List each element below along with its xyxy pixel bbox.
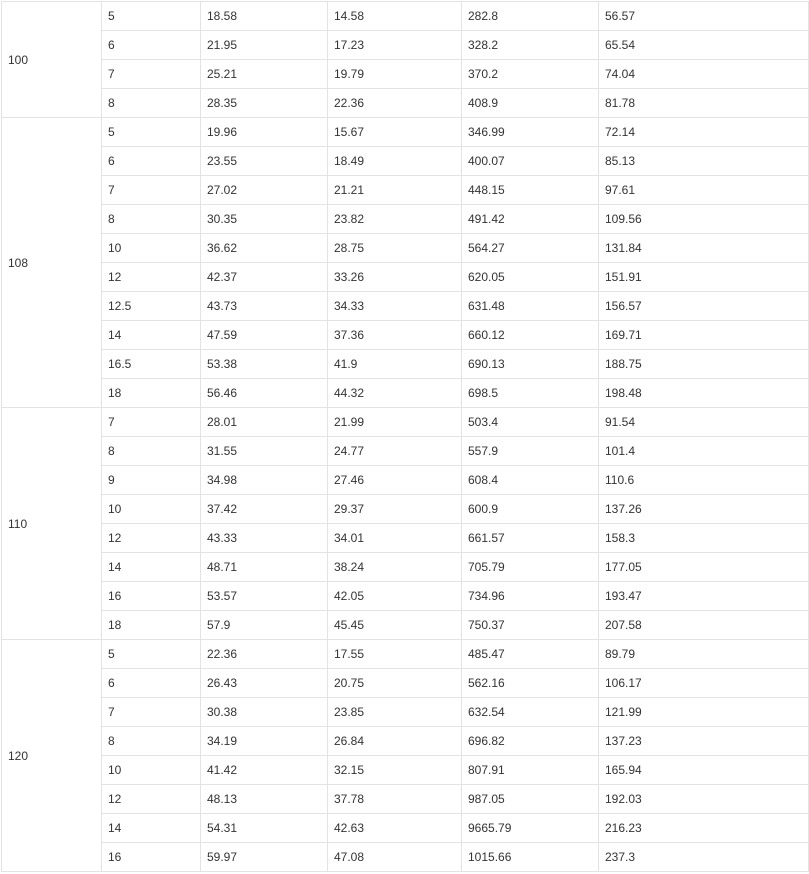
table-cell: 59.97 — [201, 843, 328, 872]
table-cell: 19.96 — [201, 118, 328, 147]
table-cell: 44.32 — [328, 379, 462, 408]
table-cell: 620.05 — [462, 263, 599, 292]
table-body — [2, 2, 809, 872]
table-cell: 91.54 — [599, 408, 809, 437]
table-cell: 9 — [102, 466, 201, 495]
table-cell: 41.42 — [201, 756, 328, 785]
table-cell: 198.48 — [599, 379, 809, 408]
table-cell: 9665.79 — [462, 814, 599, 843]
table-cell: 750.37 — [462, 611, 599, 640]
table-row — [2, 466, 809, 495]
table-cell: 16 — [102, 843, 201, 872]
table-row — [2, 640, 809, 669]
table-cell: 485.47 — [462, 640, 599, 669]
table-cell: 101.4 — [599, 437, 809, 466]
table-cell: 5 — [102, 2, 201, 31]
table-cell: 16.5 — [102, 350, 201, 379]
table-cell: 34.98 — [201, 466, 328, 495]
table-cell: 10 — [102, 756, 201, 785]
table-cell: 21.21 — [328, 176, 462, 205]
table-cell: 37.42 — [201, 495, 328, 524]
table-cell: 26.43 — [201, 669, 328, 698]
table-cell: 16 — [102, 582, 201, 611]
table-cell: 29.37 — [328, 495, 462, 524]
table-row — [2, 756, 809, 785]
table-cell: 22.36 — [328, 89, 462, 118]
table-row — [2, 2, 809, 31]
table-cell: 89.79 — [599, 640, 809, 669]
table-cell: 23.55 — [201, 147, 328, 176]
table-cell: 557.9 — [462, 437, 599, 466]
table-cell: 20.75 — [328, 669, 462, 698]
group-label-cell: 108 — [2, 118, 102, 408]
table-cell: 1015.66 — [462, 843, 599, 872]
table-row — [2, 205, 809, 234]
table-cell: 23.82 — [328, 205, 462, 234]
table-cell: 121.99 — [599, 698, 809, 727]
table-cell: 370.2 — [462, 60, 599, 89]
table-cell: 34.01 — [328, 524, 462, 553]
table-cell: 734.96 — [462, 582, 599, 611]
table-cell: 43.33 — [201, 524, 328, 553]
table-cell: 36.62 — [201, 234, 328, 263]
table-cell: 7 — [102, 698, 201, 727]
table-row — [2, 234, 809, 263]
table-row — [2, 379, 809, 408]
table-cell: 110.6 — [599, 466, 809, 495]
table-cell: 32.15 — [328, 756, 462, 785]
table-cell: 42.37 — [201, 263, 328, 292]
table-cell: 109.56 — [599, 205, 809, 234]
table-cell: 12 — [102, 263, 201, 292]
table-cell: 8 — [102, 89, 201, 118]
table-row — [2, 437, 809, 466]
table-cell: 41.9 — [328, 350, 462, 379]
table-row — [2, 698, 809, 727]
table-row — [2, 31, 809, 60]
table-cell: 8 — [102, 727, 201, 756]
table-cell: 564.27 — [462, 234, 599, 263]
table-row — [2, 785, 809, 814]
table-cell: 14.58 — [328, 2, 462, 31]
table-cell: 193.47 — [599, 582, 809, 611]
table-cell: 8 — [102, 437, 201, 466]
table-cell: 28.01 — [201, 408, 328, 437]
table-cell: 17.23 — [328, 31, 462, 60]
table-cell: 72.14 — [599, 118, 809, 147]
table-cell: 37.78 — [328, 785, 462, 814]
table-cell: 6 — [102, 147, 201, 176]
table-cell: 491.42 — [462, 205, 599, 234]
table-cell: 18.49 — [328, 147, 462, 176]
table-cell: 34.19 — [201, 727, 328, 756]
table-cell: 7 — [102, 60, 201, 89]
data-table — [1, 1, 809, 872]
table-cell: 448.15 — [462, 176, 599, 205]
table-cell: 10 — [102, 234, 201, 263]
table-row — [2, 495, 809, 524]
table-cell: 54.31 — [201, 814, 328, 843]
table-row — [2, 843, 809, 872]
table-cell: 7 — [102, 176, 201, 205]
table-cell: 632.54 — [462, 698, 599, 727]
table-cell: 696.82 — [462, 727, 599, 756]
table-cell: 346.99 — [462, 118, 599, 147]
table-row — [2, 524, 809, 553]
table-cell: 48.71 — [201, 553, 328, 582]
table-cell: 42.63 — [328, 814, 462, 843]
table-cell: 7 — [102, 408, 201, 437]
table-cell: 12.5 — [102, 292, 201, 321]
table-row — [2, 553, 809, 582]
table-cell: 106.17 — [599, 669, 809, 698]
table-cell: 18 — [102, 611, 201, 640]
table-cell: 33.26 — [328, 263, 462, 292]
table-cell: 165.94 — [599, 756, 809, 785]
table-cell: 207.58 — [599, 611, 809, 640]
table-cell: 503.4 — [462, 408, 599, 437]
table-cell: 192.03 — [599, 785, 809, 814]
table-cell: 131.84 — [599, 234, 809, 263]
table-cell: 282.8 — [462, 2, 599, 31]
table-cell: 237.3 — [599, 843, 809, 872]
table-cell: 328.2 — [462, 31, 599, 60]
table-row — [2, 60, 809, 89]
table-row — [2, 814, 809, 843]
table-cell: 12 — [102, 785, 201, 814]
table-cell: 47.59 — [201, 321, 328, 350]
table-row — [2, 350, 809, 379]
table-cell: 151.91 — [599, 263, 809, 292]
table-cell: 8 — [102, 205, 201, 234]
table-cell: 28.35 — [201, 89, 328, 118]
table-cell: 169.71 — [599, 321, 809, 350]
table-cell: 400.07 — [462, 147, 599, 176]
table-cell: 6 — [102, 669, 201, 698]
table-cell: 22.36 — [201, 640, 328, 669]
table-cell: 42.05 — [328, 582, 462, 611]
table-cell: 17.55 — [328, 640, 462, 669]
table-cell: 600.9 — [462, 495, 599, 524]
table-cell: 31.55 — [201, 437, 328, 466]
table-row — [2, 669, 809, 698]
table-row — [2, 727, 809, 756]
table-cell: 562.16 — [462, 669, 599, 698]
table-cell: 177.05 — [599, 553, 809, 582]
table-row — [2, 263, 809, 292]
table-cell: 30.38 — [201, 698, 328, 727]
table-row — [2, 582, 809, 611]
table-cell: 156.57 — [599, 292, 809, 321]
table-cell: 25.21 — [201, 60, 328, 89]
table-cell: 65.54 — [599, 31, 809, 60]
table-cell: 56.57 — [599, 2, 809, 31]
group-label-cell: 120 — [2, 640, 102, 872]
table-row — [2, 292, 809, 321]
table-cell: 5 — [102, 640, 201, 669]
table-cell: 5 — [102, 118, 201, 147]
table-cell: 188.75 — [599, 350, 809, 379]
table-cell: 53.38 — [201, 350, 328, 379]
table-row — [2, 611, 809, 640]
table-cell: 21.99 — [328, 408, 462, 437]
table-cell: 38.24 — [328, 553, 462, 582]
table-cell: 987.05 — [462, 785, 599, 814]
table-cell: 608.4 — [462, 466, 599, 495]
table-cell: 15.67 — [328, 118, 462, 147]
group-label-cell: 110 — [2, 408, 102, 640]
table-cell: 12 — [102, 524, 201, 553]
table-cell: 216.23 — [599, 814, 809, 843]
table-cell: 21.95 — [201, 31, 328, 60]
table-cell: 18 — [102, 379, 201, 408]
table-cell: 53.57 — [201, 582, 328, 611]
table-cell: 137.23 — [599, 727, 809, 756]
group-label-cell: 100 — [2, 2, 102, 118]
table-cell: 37.36 — [328, 321, 462, 350]
table-cell: 97.61 — [599, 176, 809, 205]
table-cell: 45.45 — [328, 611, 462, 640]
table-cell: 48.13 — [201, 785, 328, 814]
table-cell: 705.79 — [462, 553, 599, 582]
table-cell: 14 — [102, 553, 201, 582]
table-cell: 14 — [102, 814, 201, 843]
table-cell: 47.08 — [328, 843, 462, 872]
table-cell: 631.48 — [462, 292, 599, 321]
table-row — [2, 176, 809, 205]
table-cell: 698.5 — [462, 379, 599, 408]
table-cell: 18.58 — [201, 2, 328, 31]
table-cell: 6 — [102, 31, 201, 60]
table-row — [2, 147, 809, 176]
table-cell: 14 — [102, 321, 201, 350]
table-cell: 158.3 — [599, 524, 809, 553]
table-cell: 19.79 — [328, 60, 462, 89]
table-cell: 34.33 — [328, 292, 462, 321]
table-cell: 27.02 — [201, 176, 328, 205]
table-row — [2, 89, 809, 118]
table-cell: 137.26 — [599, 495, 809, 524]
table-row — [2, 118, 809, 147]
table-cell: 81.78 — [599, 89, 809, 118]
table-row — [2, 321, 809, 350]
table-cell: 43.73 — [201, 292, 328, 321]
table-cell: 27.46 — [328, 466, 462, 495]
table-cell: 408.9 — [462, 89, 599, 118]
table-cell: 807.91 — [462, 756, 599, 785]
table-cell: 23.85 — [328, 698, 462, 727]
table-cell: 56.46 — [201, 379, 328, 408]
table-cell: 85.13 — [599, 147, 809, 176]
table-cell: 28.75 — [328, 234, 462, 263]
table-cell: 74.04 — [599, 60, 809, 89]
table-cell: 660.12 — [462, 321, 599, 350]
table-cell: 690.13 — [462, 350, 599, 379]
table-cell: 26.84 — [328, 727, 462, 756]
table-cell: 24.77 — [328, 437, 462, 466]
table-cell: 661.57 — [462, 524, 599, 553]
table-cell: 10 — [102, 495, 201, 524]
table-cell: 30.35 — [201, 205, 328, 234]
table-cell: 57.9 — [201, 611, 328, 640]
table-row — [2, 408, 809, 437]
